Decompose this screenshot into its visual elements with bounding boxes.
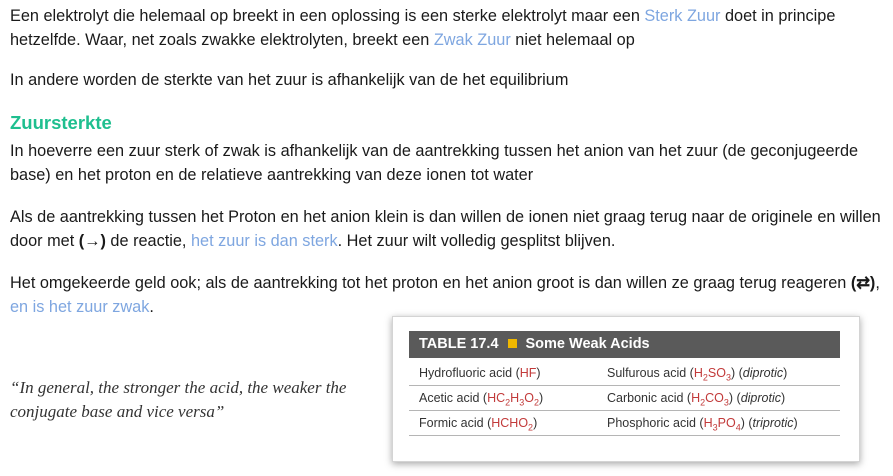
proticity-tag: diprotic	[740, 391, 781, 405]
acid-cell: Acetic acid $(HC_2H_3O_2)$	[419, 391, 544, 408]
sterk-zuur-link[interactable]: Sterk Zuur	[644, 7, 721, 25]
text-segment: Een elektrolyt die helemaal op breekt in een oplossing is een sterke elektrolyt maar een	[10, 7, 645, 25]
weak-attraction-paragraph	[10, 205, 888, 253]
table-title: Some Weak Acids	[525, 336, 650, 352]
equilibrium-arrow: (⇄)	[850, 274, 876, 292]
acid-cell: Phosphoric acid $(H_3PO_4)$ (triprotic)	[607, 416, 798, 433]
table-number: TABLE 17.4	[419, 336, 499, 352]
table-row	[409, 411, 840, 436]
weak-acids-table-image	[392, 316, 860, 462]
intro-paragraph	[10, 4, 888, 52]
acid-formula: $H_2SO_3$	[693, 366, 731, 383]
table-row	[409, 386, 840, 411]
acid-formula: $HC_2H_3O_2$	[487, 391, 539, 408]
acid-cell: Carbonic acid $(H_2CO_3)$ (diprotic)	[607, 391, 786, 408]
forward-arrow: (→)	[78, 232, 106, 250]
strength-paragraph: In hoeverre een zuur sterk of zwak is afhankelijk van de aantrekking tussen het anion van het zuur (de geconjugeerde base) en het proton en de relatieve aantrekking van deze ionen tot water	[10, 142, 859, 184]
acid-cell: Sulfurous acid $(H_2SO_3)$ (diprotic)	[607, 366, 788, 383]
acid-cell: Formic acid $(HCHO_2)$	[419, 416, 538, 433]
text-segment: niet helemaal op	[510, 31, 635, 49]
text-segment: doet in principe hetzelfde. Waar, net zoals zwakke elektrolyten, breekt een	[10, 7, 836, 49]
square-bullet-icon	[508, 339, 517, 348]
text-segment: ,	[875, 274, 880, 292]
acid-formula: $H_2CO_3$	[691, 391, 729, 408]
acid-formula: $HCHO_2$	[491, 416, 534, 433]
proticity-tag: diprotic	[742, 366, 784, 380]
table-row	[409, 361, 840, 386]
zwak-zuur-link[interactable]: Zwak Zuur	[433, 31, 511, 49]
acid-cell: Hydrofluoric acid (HF)	[419, 366, 541, 380]
section-heading: Zuursterkte	[10, 112, 112, 133]
text-segment: .	[149, 298, 154, 316]
strong-acid-link[interactable]: het zuur is dan sterk	[190, 232, 338, 250]
text-segment: Als de aantrekking tussen het Proton en het anion klein is dan willen de ionen niet graag terug naar de originele en willen door met	[10, 208, 881, 250]
strong-attraction-paragraph	[10, 271, 888, 319]
text-segment: de reactie,	[105, 232, 191, 250]
text-segment: . Het zuur wilt volledig gesplitst blijven.	[337, 232, 616, 250]
acid-formula: HF	[519, 366, 537, 380]
weak-acid-link[interactable]: en is het zuur zwak	[10, 298, 150, 316]
equilibrium-paragraph: In andere worden de sterkte van het zuur is afhankelijk van de het equilibrium	[10, 71, 569, 89]
quote: “In general, the stronger the acid, the weaker the conjugate base and vice versa”	[10, 378, 347, 421]
text-segment: Het omgekeerde geld ook; als de aantrekking tot het proton en het anion groot is dan willen ze graag terug reageren	[10, 274, 851, 292]
proticity-tag: triprotic	[752, 416, 794, 430]
table-header	[409, 331, 840, 358]
acid-formula: $H_3PO_4$	[703, 416, 741, 433]
